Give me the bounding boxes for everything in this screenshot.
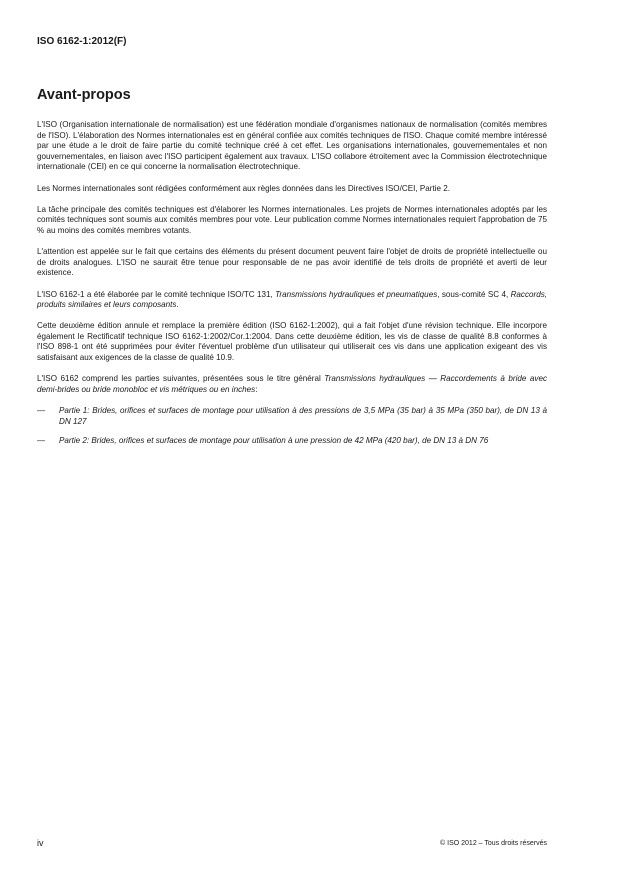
paragraph-iso-intro: L'ISO (Organisation internationale de normalisation) est une fédération mondiale d'organismes nationaux de normalisation (comités membres de l'ISO). L'élaboration des Normes internationales est en général confiée aux comités techniques de l'ISO. Chaque comité membre intéressé par une étude a le droit de faire partie du comité technique créé à cet effet. Les organisations internationales, gouvernementales et non gouvernementales, en liaison avec l'ISO participent également aux travaux. L'ISO collabore étroitement avec la Commission électrotechnique internationale (CEI) en ce qui concerne la normalisation électrotechnique. — [37, 120, 547, 172]
paragraph-parts-intro — [37, 374, 547, 395]
list-dash: — — [37, 436, 46, 446]
document-id: ISO 6162-1:2012(F) — [37, 36, 127, 47]
foreword-body — [37, 120, 547, 456]
list-dash: — — [37, 406, 46, 416]
paragraph-main-task: La tâche principale des comités techniques est d'élaborer les Normes internationales. Les projets de Normes internationales adoptés par les comités techniques sont soumis aux comités membres pour vote. Leur publication comme Normes internationales requiert l'approbation de 75 % au moins des comités membres votants. — [37, 204, 547, 235]
committee-text-pre: L'ISO 6162-1 a été élaborée par le comité technique ISO/TC 131, — [37, 289, 276, 299]
paragraph-directives: Les Normes internationales sont rédigées conformément aux règles données dans les Directives ISO/CEI, Partie 2. — [37, 183, 450, 193]
page-title: Avant-propos — [37, 87, 131, 103]
part-2-text: Partie 2: Brides, orifices et surfaces de montage pour utilisation à une pression de 42 MPa (420 bar), de DN 13 à DN 76 — [59, 436, 489, 446]
committee-title: Transmissions hydrauliques et pneumatiques — [275, 289, 438, 299]
copyright-notice: © ISO 2012 – Tous droits réservés — [440, 840, 547, 847]
page-number: iv — [37, 838, 44, 848]
committee-text-mid: , sous-comité SC 4, — [437, 289, 511, 299]
parts-intro-pre: L'ISO 6162 comprend les parties suivantes, présentées sous le titre général — [37, 374, 325, 384]
paragraph-edition: Cette deuxième édition annule et remplace la première édition (ISO 6162-1:2002), qui a fait l'objet d'une révision technique. Elle incorpore également le Rectificatif technique ISO 6162-1:2002/Cor.1:2004. Dans cette deuxième édition, les vis de classe de qualité 8.8 conformes à l'ISO 898-1 ont été supprimées pour éviter l'éventuel problème d'un utilisateur qui utiliserait ces vis dans une application exigeant des vis satisfaisant aux exigences de la classe de qualité 10.9. — [37, 321, 547, 363]
list-item-part-1 — [37, 406, 547, 427]
list-item-part-2 — [37, 436, 547, 447]
committee-text-post: . — [176, 300, 179, 310]
paragraph-committee — [37, 290, 547, 311]
subcommittee-title: Raccords, produits similaires et leurs composants — [37, 289, 548, 310]
paragraph-patent-rights: L'attention est appelée sur le fait que certains des éléments du présent document peuvent faire l'objet de droits de propriété intellectuelle ou de droits analogues. L'ISO ne saurait être tenue pour responsable de ne pas avoir identifié de tels droits de propriété et averti de leur existence. — [37, 247, 547, 278]
general-title: Transmissions hydrauliques — Raccordements à bride avec demi-brides ou bride monobloc et vis métriques ou en inches — [37, 374, 547, 394]
part-1-text: Partie 1: Brides, orifices et surfaces de montage pour utilisation à des pressions de 3,5 MPa (35 bar) à 35 MPa (350 bar), de DN 13 à DN 127 — [59, 406, 547, 426]
parts-intro-post: : — [255, 384, 258, 394]
